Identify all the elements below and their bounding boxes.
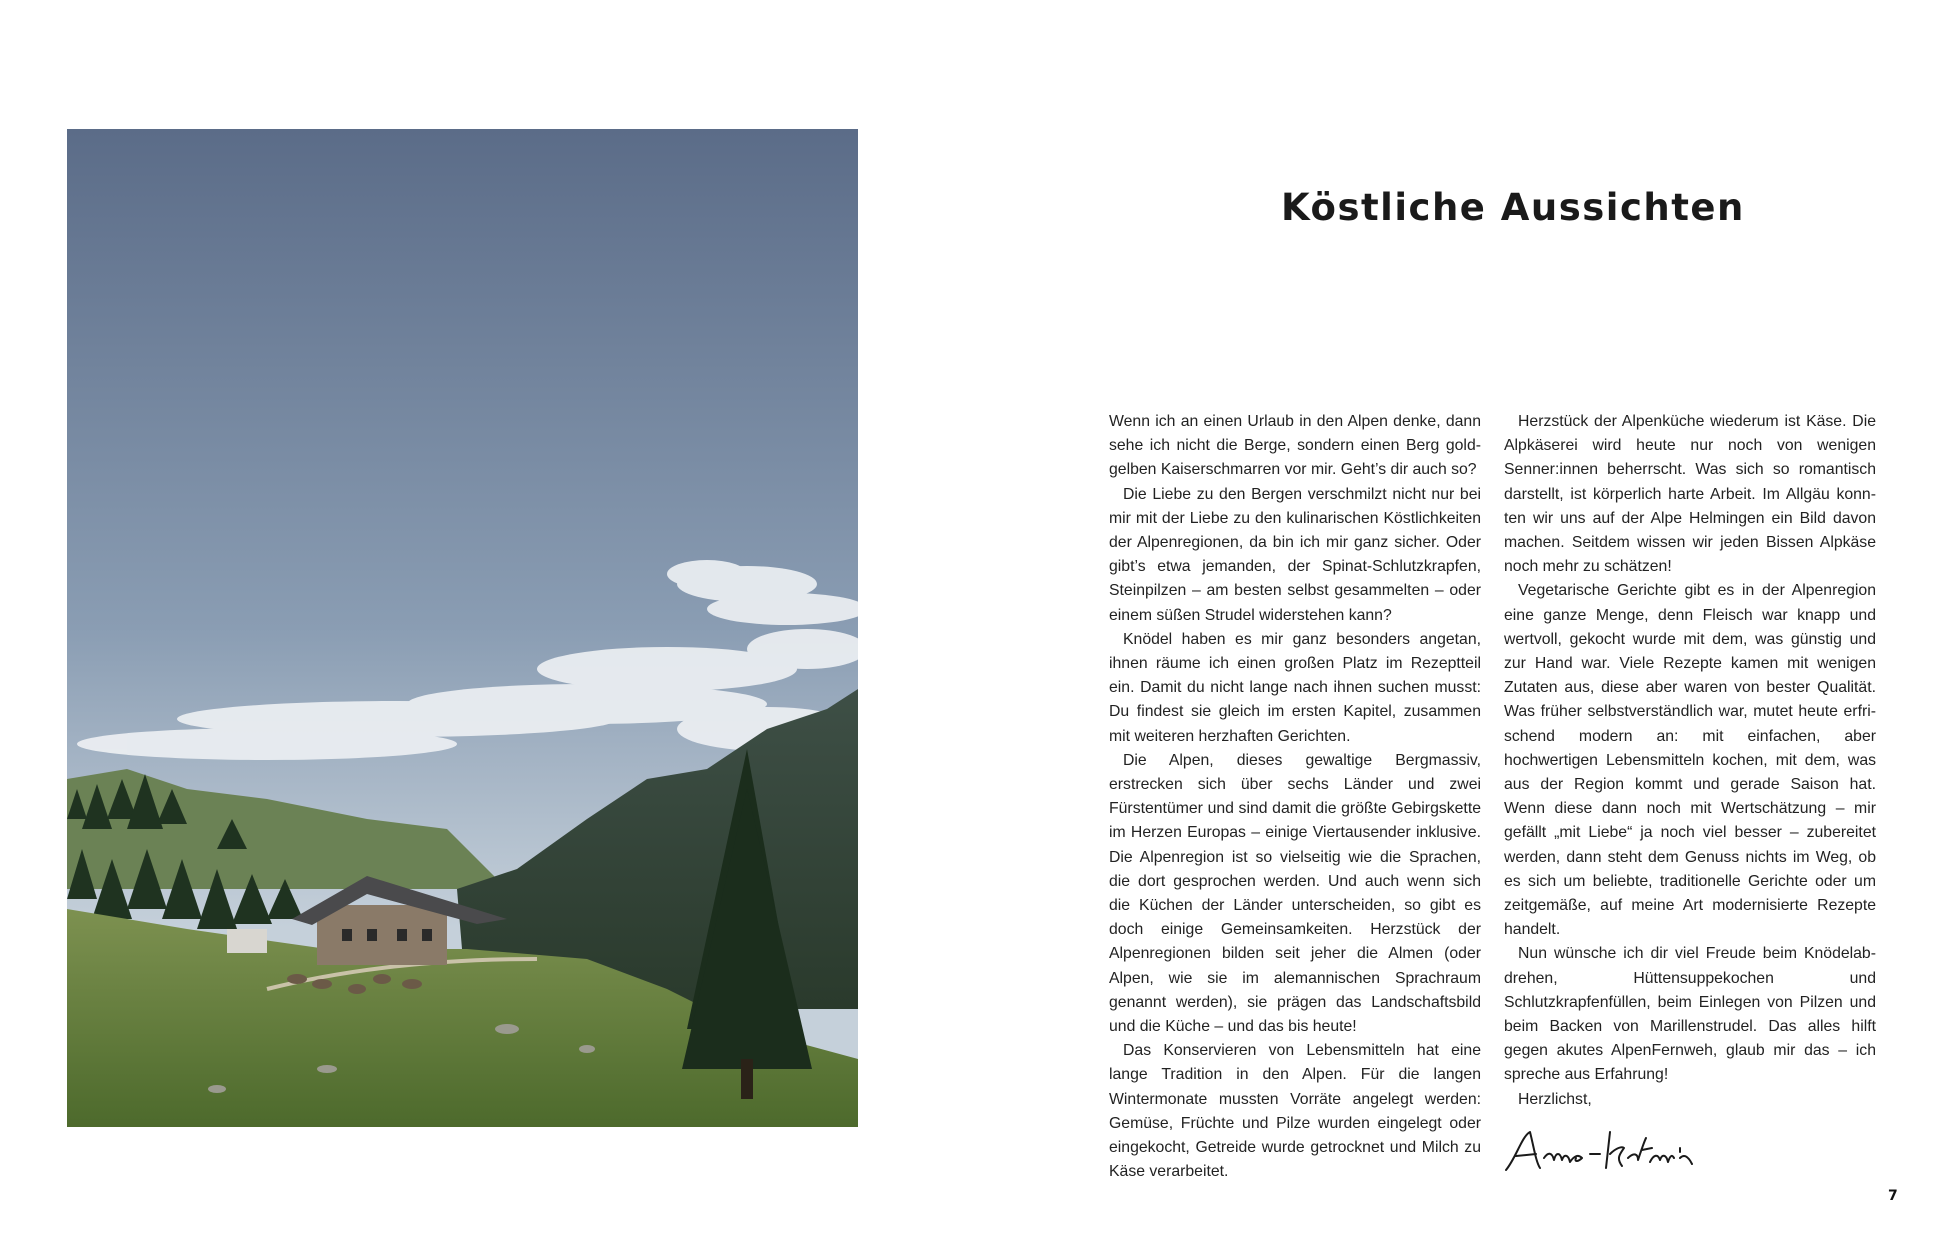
page-number: 7 [1888,1188,1898,1204]
alpine-landscape-illustration [67,129,858,1127]
closing-greeting: Herzlichst, [1518,1090,1592,1108]
paragraph: Herzstück der Alpenküche wiederum ist Käse. Die Alpkäserei wird heute nur noch von wenigen Senner:innen beherrscht. Was sich so romantisch darstellt, ist körperlich harte Arbeit. Im Allgäu konnten wir uns auf der Alpe Helmingen ein Bild davon machen. Seitdem wissen wir jeden Bissen Alpkäse noch mehr zu schätzen! [1504,413,1876,576]
paragraph: Das Konservieren von Lebensmitteln hat eine lange Tradition in den Alpen. Für die langen Wintermonate mussten Vorräte angelegt werden: Gemüse, Früchte und Pilze wurden eingelegt oder eingekocht, Getreide wurde getrocknet und Milch zu Käse verarbeitet. [1109,1042,1481,1181]
page-title: Köstliche Aussichten [1281,186,1745,229]
paragraph: Vegetarische Gerichte gibt es in der Alpenregion eine ganze Menge, denn Fleisch war knapp und wertvoll, gekocht wurde mit dem, was günstig und zur Hand war. Viele Rezepte kamen mit wenigen Zutaten aus, diese aber waren von bester Qualität. Was früher selbstverständlich war, mutet heute erfrischend modern an: mit einfachen, aber hochwertigen Lebensmitteln kochen, mit dem, was aus der Region kommt und gerade Saison hat. Wenn diese dann noch mit Wertschätzung – mir gefällt „mit Liebe“ ja noch viel besser – zubereitet werden, dann steht dem Genuss nichts im Weg, ob es sich um beliebte, traditionelle Gerichte oder um zeitgemäße, auf meine Art modernisierte Rezepte handelt. [1504,582,1876,939]
paragraph: Nun wünsche ich dir viel Freude beim Knödelabdrehen, Hüttensuppekochen und Schlutzkrapfenfüllen, beim Einlegen von Pilzen und beim Backen von Marillenstrudel. Das alles hilft gegen akutes AlpenFernweh, glaub mir das – ich spreche aus Erfahrung! [1504,945,1876,1084]
paragraph: Die Liebe zu den Bergen verschmilzt nicht nur bei mir mit der Liebe zu den kulinarischen Köstlichkeiten der Alpenregionen, da bin ich mir ganz sicher. Oder gibt’s etwa jemanden, der Spinat-Schlutzkrapfen, Steinpilzen – am besten selbst gesammelten – oder einem süßen Strudel widerstehen kann? [1109,485,1481,624]
text-column-right [1504,410,1876,1178]
alpine-hut-photo [67,129,858,1127]
text-column-left [1109,410,1481,1185]
handwritten-signature [1504,1118,1744,1178]
paragraph: Die Alpen, dieses gewaltige Bergmassiv, erstrecken sich über sechs Länder und zwei Fürstentümer und sind damit die größte Gebirgskette im Herzen Europas – einige Viertausender inklusive. Die Alpenregion ist so vielseitig wie die Sprachen, die dort gesprochen werden. Und auch wenn sich die Küchen der Länder unterscheiden, so gibt es doch einige Gemeinsamkeiten. Herzstück der Alpenregionen bilden seit jeher die Almen (oder Alpen, wie sie im alemannischen Sprachraum genannt werden), sie prägen das Landschaftsbild und die Küche – und das bis heute! [1109,751,1481,1036]
paragraph: Wenn ich an einen Urlaub in den Alpen denke, dann sehe ich nicht die Berge, sondern einen Berg goldgelben Kaiserschmarren vor mir. Geht’s dir auch so? [1109,413,1481,479]
paragraph: Knödel haben es mir ganz besonders angetan, ihnen räume ich einen großen Platz im Rezeptteil ein. Damit du nicht lange nach ihnen suchen musst: Du findest sie gleich im ersten Kapitel, zusammen mit weiteren herzhaften Gerichten. [1109,630,1481,745]
